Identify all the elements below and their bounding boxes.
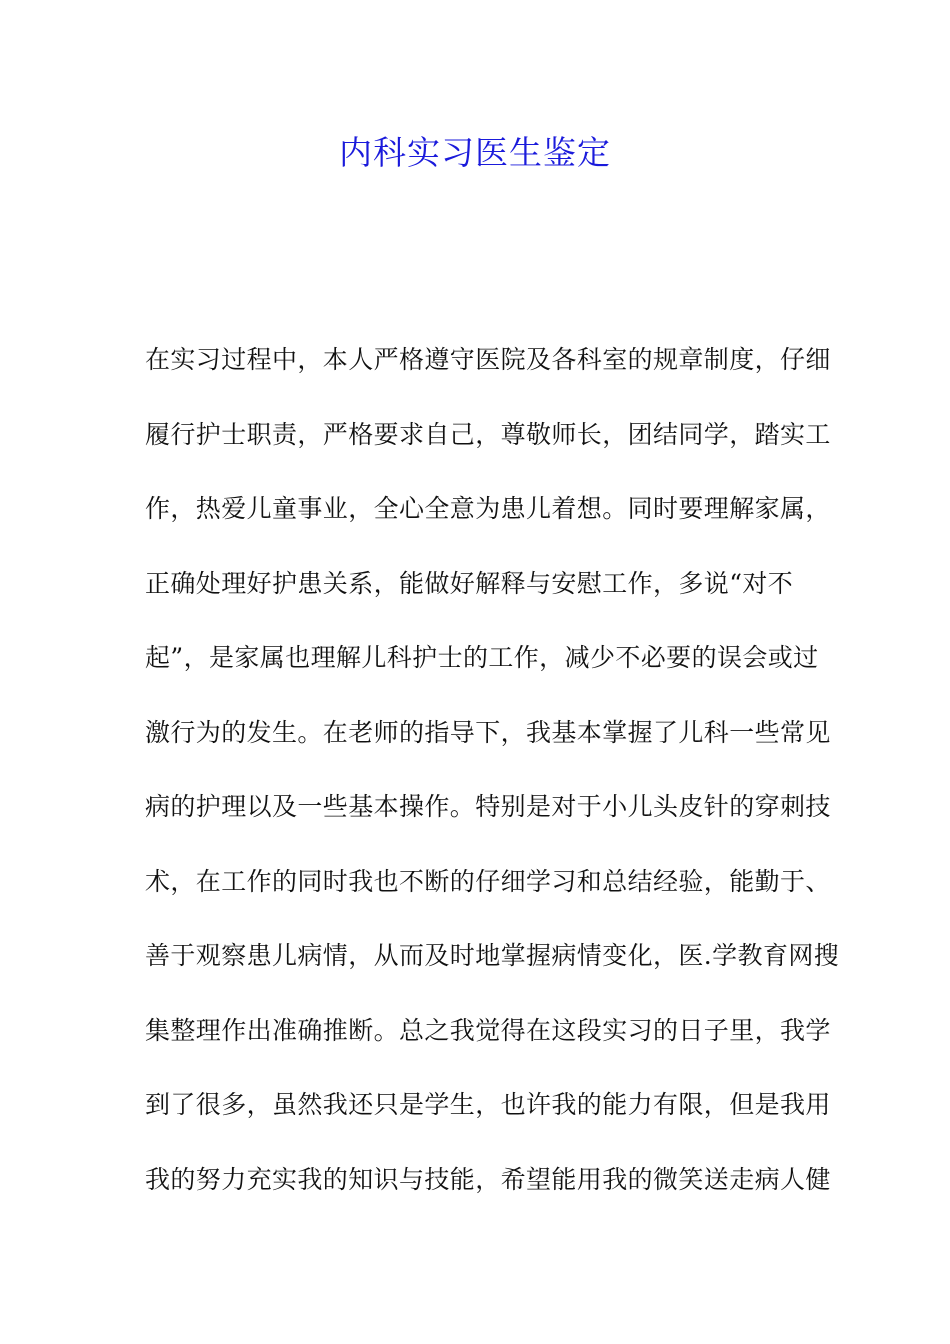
body-line: 善于观察患儿病情，从而及时地掌握病情变化，医.学教育网搜 <box>145 941 840 970</box>
document-title: 内科实习医生鉴定 <box>339 133 611 172</box>
body-line: 集整理作出准确推断。总之我觉得在这段实习的日子里，我学 <box>145 1015 831 1045</box>
body-line: 激行为的发生。在老师的指导下，我基本掌握了儿科一些常见 <box>145 717 831 747</box>
body-line: 作，热爱儿童事业，全心全意为患儿着想。同时要理解家属， <box>145 494 831 523</box>
body-line: 到了很多，虽然我还只是学生，也许我的能力有限，但是我用 <box>145 1090 831 1119</box>
body-line: 履行护士职责，严格要求自己，尊敬师长，团结同学，踏实工 <box>145 419 831 449</box>
body-line: 在实习过程中，本人严格遵守医院及各科室的规章制度，仔细 <box>145 345 831 374</box>
document-body <box>145 333 840 1227</box>
body-line: 起”，是家属也理解儿科护士的工作，减少不必要的误会或过 <box>145 643 819 672</box>
body-line: 术，在工作的同时我也不断的仔细学习和总结经验，能勤于、 <box>145 866 831 896</box>
body-line: 正确处理好护患关系，能做好解释与安慰工作，多说“对不 <box>145 568 794 598</box>
body-line: 病的护理以及一些基本操作。特别是对于小儿头皮针的穿刺技 <box>145 792 831 821</box>
body-line: 我的努力充实我的知识与技能，希望能用我的微笑送走病人健 <box>145 1164 831 1194</box>
